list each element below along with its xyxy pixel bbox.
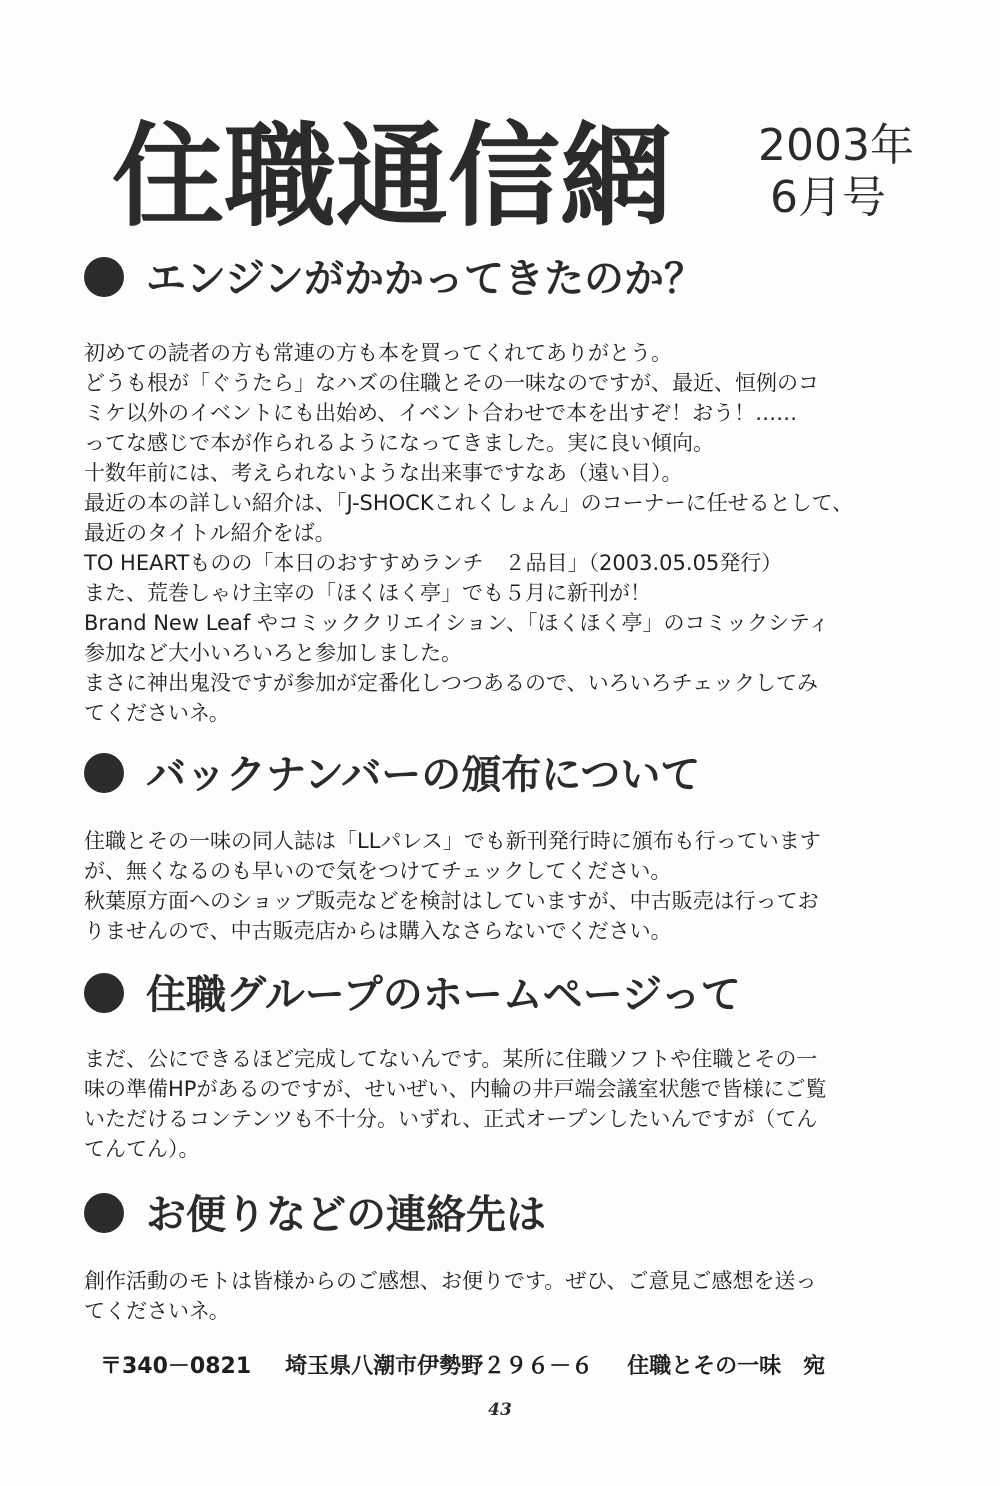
- body-line: Brand New Leaf やコミッククリエイション、「ほくほく亭」のコミックシティ: [84, 611, 830, 635]
- section-heading-text: エンジンがかかってきたのか？: [146, 256, 704, 302]
- issue-year: 2003年: [758, 120, 914, 171]
- body-line: 最近の本の詳しい紹介は、「J-SHOCKこれくしょん」のコーナーに任せるとして、: [84, 491, 854, 515]
- bullet-icon: [84, 1193, 124, 1233]
- body-line: 味の準備HPがあるのですが、せいぜい、内輪の井戸端会議室状態で皆様にご覧: [84, 1077, 827, 1101]
- body-line: 秋葉原方面へのショップ販売などを検討はしていますが、中古販売は行ってお: [84, 889, 819, 913]
- body-line: 創作活動のモトは皆様からのご感想、お便りです。ぜひ、ご意見ご感想を送っ: [84, 1269, 817, 1293]
- page-number: 43: [488, 1400, 512, 1420]
- body-line: ってな感じで本が作られるようになってきました。実に良い傾向。: [84, 431, 714, 455]
- body-line: どうも根が「ぐうたら」なハズの住職とその一味なのですが、最近、恒例のコ: [84, 371, 819, 395]
- body-line: が、無くなるのも早いので気をつけてチェックしてください。: [84, 859, 672, 883]
- body-line: 最近のタイトル紹介をば。: [84, 521, 336, 545]
- body-line: まさに神出鬼没ですが参加が定番化しつつあるので、いろいろチェックしてみ: [84, 671, 818, 695]
- section-body-homepage: [84, 1044, 964, 1164]
- body-line: まだ、公にできるほど完成してないんです。某所に住職ソフトや住職とその一: [84, 1047, 818, 1071]
- section-body-backnumber: [84, 826, 964, 946]
- postal-code: 〒340－0821: [100, 1354, 252, 1379]
- section-body-contact: [84, 1266, 964, 1326]
- body-line: りませんので、中古販売店からは購入なさらないでください。: [84, 919, 672, 943]
- issue-label: [758, 120, 914, 224]
- section-body-engine: [84, 338, 964, 728]
- body-line: TO HEARTものの「本日のおすすめランチ ２品目」（2003.05.05発行）: [84, 551, 783, 575]
- body-line: てんてん）。: [84, 1137, 200, 1161]
- section-heading-text: 住職グループのホームページって: [146, 972, 741, 1018]
- issue-month: 6月号: [770, 172, 886, 223]
- section-heading-homepage: [84, 970, 741, 1020]
- bullet-icon: [84, 753, 124, 793]
- body-line: いただけるコンテンツも不十分。いずれ、正式オープンしたいんですが（てん: [84, 1107, 818, 1131]
- section-heading-backnumber: [84, 750, 700, 800]
- body-line: 参加など大小いろいろと参加しました。: [84, 641, 462, 665]
- body-line: 住職とその一味の同人誌は「LLパレス」でも新刊発行時に頒布も行っています: [84, 829, 821, 853]
- body-line: てくださいネ。: [84, 701, 230, 725]
- body-line: 初めての読者の方も常連の方も本を買ってくれてありがとう。: [84, 341, 672, 365]
- section-heading-text: お便りなどの連絡先は: [146, 1192, 546, 1238]
- bullet-icon: [84, 973, 124, 1013]
- body-line: また、荒巻しゃけ主宰の「ほくほく亭」でも５月に新刊が！: [84, 581, 651, 605]
- bullet-icon: [84, 257, 124, 297]
- body-line: ミケ以外のイベントにも出始め、イベント合わせで本を出すぞ！おう！……: [84, 401, 798, 425]
- address-location: 埼玉県八潮市伊勢野２９６－６: [285, 1354, 594, 1379]
- body-line: 十数年前には、考えられないような出来事ですなあ（遠い目）。: [84, 461, 683, 485]
- body-line: てくださいネ。: [84, 1299, 230, 1323]
- section-heading-contact: [84, 1190, 546, 1240]
- section-heading-text: バックナンバーの頒布について: [146, 752, 701, 798]
- section-heading-engine: [84, 254, 704, 304]
- address-recipient: 住職とその一味 宛: [627, 1354, 826, 1379]
- mailing-address: [100, 1352, 825, 1382]
- masthead: [112, 112, 932, 242]
- newsletter-title: 住職通信網: [112, 112, 672, 242]
